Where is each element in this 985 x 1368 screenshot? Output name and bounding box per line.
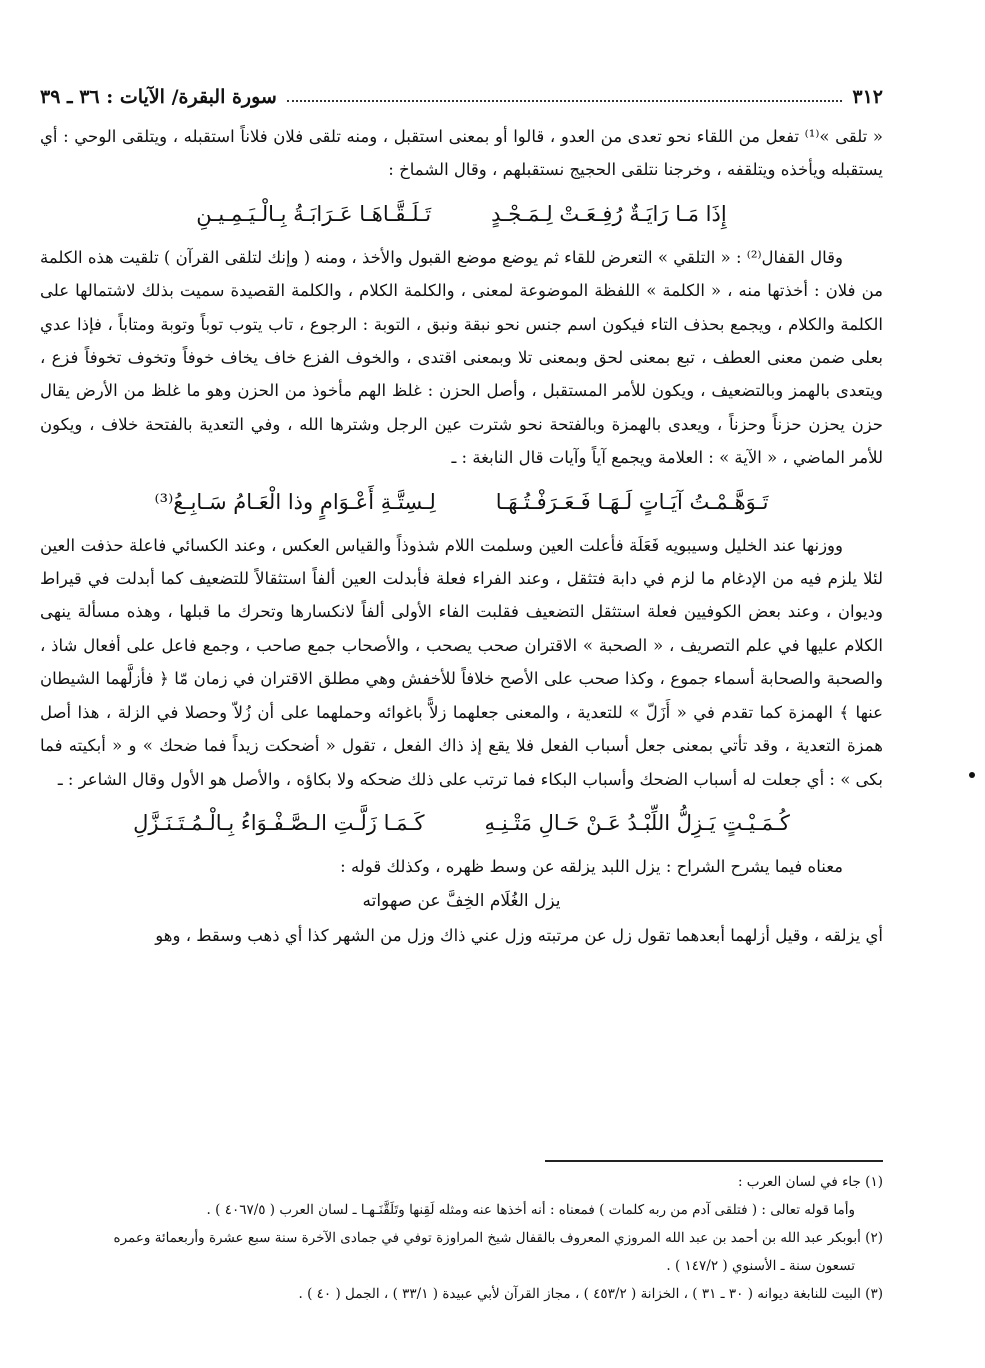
verse-3-first-hemistich: كُـمَـيْـتٍ يَـزِلُّ اللِّبْـدُ عَـنْ حَـالِ مَتْـنِـهِ (484, 810, 790, 835)
paragraph-2: وقال القفال⁽²⁾ : « التلقي » التعرض للقاء ثم يوضع موضع القبول والأخذ ، ومنه ( وإنك لتلقى القرآن ) تلقيت هذه الكلمة من فلان : أخذتها منه ، « الكلمة » اللفظة الموضوعة لمعنى ، والكلمة الكلام ، والكلمة القصيدة سميت بذلك لاشتمالها على الكلمة والكلام ، ويجمع بحذف التاء فيكون اسم جنس نحو نبقة ونبق ، التوبة : الرجوع ، تاب يتوب توباً وتوبة ومتاباً ، فإذا عدي بعلى ضمن معنى العطف ، تبع بمعنى لحق وبمعنى تلا وبمعنى اقتدى ، والخوف الفزع خاف يخاف خوفاً وتخوف تخوفاً فزع ، ويتعدى بالهمز وبالتضعيف ، ويكون للأمر المستقبل ، وأصل الحزن : غلظ الهم مأخوذ من الحزن وهو ما غلظ من الأرض يقال حزن يحزن حزناً وحزناً ، ويعدى بالهمزة وبالفتحة نحو شترت عين الرجل وشترها الله ، وفي التعدية بالفتحة خلاف ، ويكون للأمر الماضي ، « الآية » : العلامة ويجمع آياً وآيات قال النابغة : ـ (40, 247, 883, 468)
footnote-1-line-2: وأما قوله تعالى : ( فتلقى آدم من ربه كلمات ) فمعناه : أنه أخذها عنه ومثله لَقِنها وتَلَقَّنَـهـا ـ لسان العرب ( ٤٠٦٧/٥ ) . (206, 1202, 855, 1218)
poetry-verse-1 (40, 187, 883, 241)
header-title: سورة البقرة/ الآيات : ٣٦ ـ ٣٩ (40, 86, 277, 108)
header-dotted-leader (287, 100, 843, 102)
verse-2-first-hemistich: تَـوَهَّـمْـتُ آيَـاتٍ لَـهَـا فَـعَـرَفْـتُـهَـا (495, 489, 769, 514)
footnote-2-line-1: (٢) أبوبكر عبد الله بن أحمد بن عبد الله المروزي المعروف بالقفال شيخ المراوزة توفي في جمادى الآخرة سنة سبع عشرة وأربعمائة وعمره (113, 1230, 883, 1246)
footnotes (40, 1168, 883, 1308)
running-header (40, 80, 883, 108)
footnote-3: (٣) البيت للنابغة ديوانه ( ٣٠ ـ ٣١ ) ، الخزانة ( ٤٥٣/٢ ) ، مجاز القرآن لأبي عبيدة ( ٣٣/١ ) ، الجمل ( ٤٠ ) . (298, 1286, 883, 1302)
footnote-separator (545, 1160, 883, 1162)
half-verse: يزل الغُلَام الخِفَّ عن صهواته (362, 891, 561, 912)
poetry-verse-3 (40, 796, 883, 850)
footnote-2-line-2: تسعون سنة ـ الأسنوي ( ١٤٧/٢ ) . (666, 1258, 855, 1274)
verse-3-second-hemistich: كَـمَـا زَلَّـتِ الـصَّـفْـوَاءُ بِـالْـمُـتَـنَـزَّلِ (133, 810, 425, 835)
main-text (40, 120, 883, 953)
footnote-1-line-1: (١) جاء في لسان العرب : (737, 1174, 883, 1190)
paragraph-4: معناه فيما يشرح الشراح : يزل اللبد يزلقه عن وسط ظهره ، وكذلك قوله : (340, 856, 843, 876)
margin-dot-mark (969, 772, 975, 778)
paragraph-5: أي يزلقه ، وقيل أزلهما أبعدهما تقول زل عن مرتبته وزل عني ذاك وزل من الشهر كذا أي ذهب وسقط ، وهو (155, 926, 883, 946)
poetry-verse-2 (40, 475, 883, 529)
verse-1-second-hemistich: تَـلَـقَّـاهَـا عَـرَابَـةُ بِـالْـيَـمِـيـنِ (196, 201, 432, 226)
paragraph-1: « تلقى »⁽¹⁾ تفعل من اللقاء نحو تعدى من العدو ، قالوا أو بمعنى استقبل ، ومنه تلقى فلان فلاناً استقبله ، ويتلقى الوحي : أي يستقبله ويأخذه ويتلقفه ، وخرجنا نتلقى الحجيج نستقبلهم ، وقال الشماخ : (40, 127, 883, 180)
paragraph-3: ووزنها عند الخليل وسيبويه فَعَلَة فأعلت العين وسلمت اللام شذوذاً والقياس العكس ، وعند الكسائي فاعلة حذفت العين لئلا يلزم فيه من الإدغام ما لزم في دابة فتثقل ، وعند الفراء فعلة فأبدلت العين ألفاً استثقالاً للتضعيف كما أبدلت في قيراط وديوان ، وعند بعض الكوفيين فعلة استثقل التضعيف فقلبت الفاء الأولى ألفاً لانكسارها وتحرك ما قبلها ، وهذه مسألة ينهى الكلام عليها في علم التصريف ، « الصحبة » الاقتران صحب يصحب ، والأصحاب جمع صاحب ، وجمع فاعل على أفعال شاذ ، والصحبة والصحابة أسماء جموع ، وكذا صحب على الأصح خلافاً للأخفش وهي مطلق الاقتران في زمان مّا ﴿ فأزلَّهما الشيطان عنها ﴾ الهمزة كما تقدم في « أَزَلّ » للتعدية ، والمعنى جعلهما زلاًّ باغوائه وحملهما على أن زُلاّ وحصلا في الزلة ، هذا أصل همزة التعدية ، وقد تأتي بمعنى جعل أسباب الفعل فلا يقع إذ ذاك الفعل ، تقول « أضحكت زيداً فما ضحك » و « أبكيته فما بكى » : أي جعلت له أسباب الضحك وأسباب البكاء فما ترتب على ذلك ضحكه ولا بكاؤه ، والأصل هو الأول وقال الشاعر : ـ (40, 535, 883, 789)
verse-1-first-hemistich: إِذَا مَـا رَايَـةٌ رُفِـعَـتْ لِـمَـجْـدٍ (491, 201, 727, 226)
verse-2-second-hemistich: لِـسِتَّـةِ أَعْـوَامٍ وذا الْعَـامُ سَـابِـعُ⁽³⁾ (154, 489, 436, 514)
page-number: ٣١٢ (852, 86, 883, 108)
